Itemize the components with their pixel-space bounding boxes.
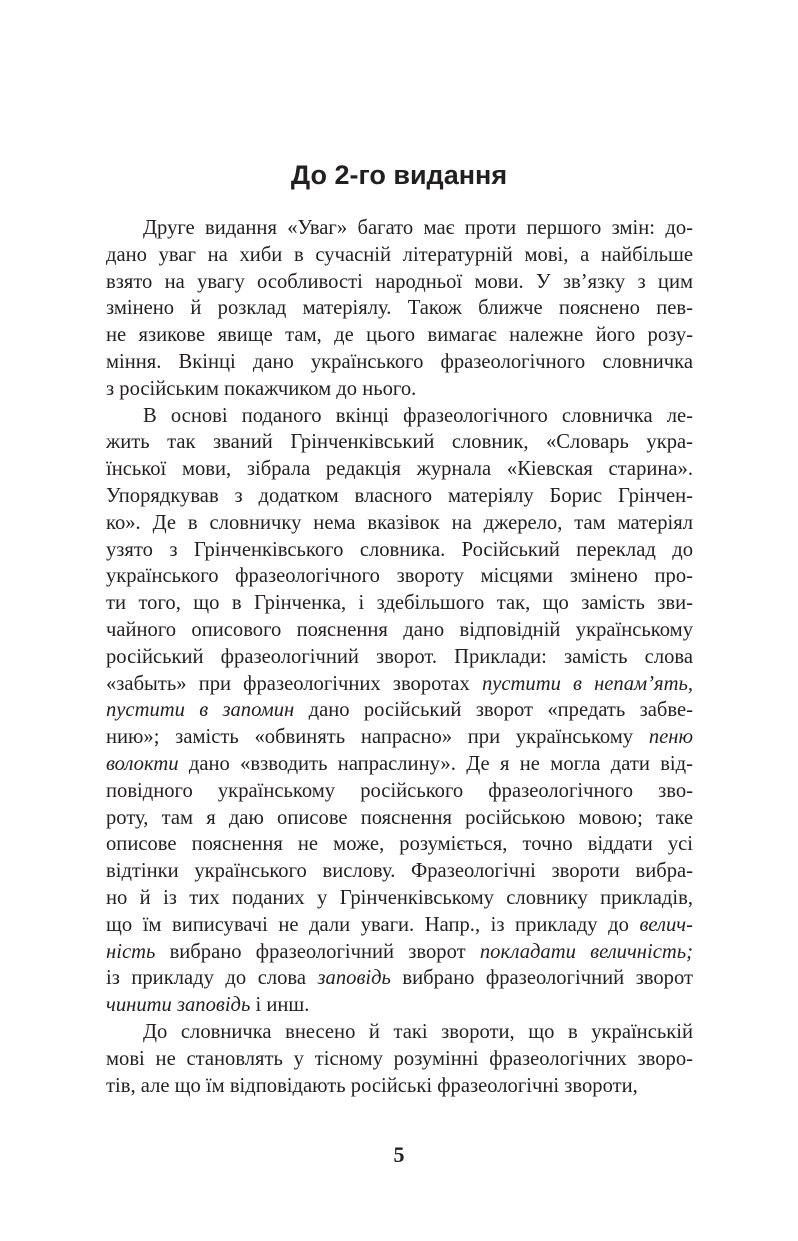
text-line bbox=[106, 295, 693, 322]
text-line bbox=[106, 939, 693, 966]
text-segment: вибрано фразеологічний зворот bbox=[390, 967, 693, 990]
text-line bbox=[106, 965, 693, 992]
text-line bbox=[106, 563, 693, 590]
chapter-title: До 2-го видання bbox=[290, 160, 508, 190]
italic-phrase: ність bbox=[106, 940, 156, 963]
text-segment: міння. Вкінці дано українського фразеологічного словничка bbox=[106, 350, 693, 373]
italic-phrase: пустити в непам’ять, bbox=[481, 672, 693, 695]
text-segment: До словничка внесено й такі звороти, що в українській bbox=[143, 1020, 693, 1043]
text-segment: мові не становлять у тісному розумінні фразеологічних зворо- bbox=[106, 1047, 693, 1070]
text-segment: взято на увагу особливості народньої мови. У зв’язку з цим bbox=[106, 270, 693, 293]
text-line bbox=[106, 885, 693, 912]
text-line bbox=[106, 376, 693, 403]
text-line bbox=[106, 403, 693, 430]
text-line bbox=[106, 215, 693, 242]
text-line bbox=[106, 1073, 693, 1100]
text-line bbox=[106, 456, 693, 483]
text-line bbox=[106, 510, 693, 537]
text-line bbox=[106, 349, 693, 376]
text-segment: ти того, що в Грінченка, і здебільшого так, що замість зви- bbox=[106, 592, 693, 615]
italic-phrase: чинити заповідь bbox=[106, 994, 251, 1017]
text-segment: і инш. bbox=[250, 994, 310, 1017]
text-segment: нию»; замість «обвинять напрасно» при українському bbox=[106, 726, 649, 749]
text-line bbox=[106, 429, 693, 456]
text-line bbox=[106, 590, 693, 617]
text-line bbox=[106, 242, 693, 269]
text-line bbox=[106, 724, 693, 751]
text-segment: вибрано фразеологічний зворот bbox=[155, 940, 480, 963]
text-segment: жить так званий Грінченківський словник, «Словарь укра- bbox=[106, 431, 693, 454]
text-segment: Друге видання «Уваг» багато має проти першого змін: до- bbox=[143, 217, 693, 239]
text-segment: російський фразеологічний зворот. Приклади: замість слова bbox=[106, 645, 693, 668]
text-line bbox=[106, 671, 693, 698]
text-line bbox=[106, 617, 693, 644]
paragraph bbox=[106, 1019, 693, 1099]
text-segment: не язикове явище там, де цього вимагає належне його розу- bbox=[106, 324, 693, 347]
text-line bbox=[106, 858, 693, 885]
text-segment: дано російський зворот «предать забве- bbox=[294, 699, 693, 722]
text-line bbox=[106, 483, 693, 510]
text-segment: «забыть» при фразеологічних зворотах bbox=[106, 672, 482, 695]
text-segment: роту, там я даю описове пояснення російською мовою; таке bbox=[106, 806, 693, 829]
text-segment: що їм виписувачі не дали уваги. Напр., із прикладу до bbox=[106, 913, 640, 936]
text-segment: українського фразеологічного звороту місцями змінено про- bbox=[106, 565, 693, 588]
text-segment: повідного українському російського фразеологічного зво- bbox=[106, 779, 693, 802]
text-line bbox=[106, 537, 693, 564]
text-segment: чайного описового пояснення дано відповідній українському bbox=[106, 618, 693, 641]
text-segment: но й із тих поданих у Грінченківському словнику прикладів, bbox=[106, 886, 693, 909]
text-line bbox=[106, 751, 693, 778]
paragraph bbox=[106, 403, 693, 1019]
text-line bbox=[106, 1046, 693, 1073]
paragraph bbox=[106, 215, 693, 403]
text-line bbox=[106, 697, 693, 724]
italic-phrase: заповідь bbox=[317, 967, 391, 990]
text-segment: відтінки українського вислову. Фразеологічні звороти вибра- bbox=[106, 860, 693, 883]
text-segment: з російським покажчиком до нього. bbox=[106, 377, 417, 400]
text-segment: змінено й розклад матеріялу. Також ближче пояснено пев- bbox=[106, 297, 693, 320]
text-line bbox=[106, 912, 693, 939]
italic-phrase: пустити в запомин bbox=[106, 699, 295, 722]
text-line bbox=[106, 1019, 693, 1046]
italic-phrase: волокти bbox=[106, 752, 179, 775]
text-segment: із прикладу до слова bbox=[106, 967, 318, 990]
text-segment: узято з Грінченківського словника. Російський переклад до bbox=[106, 538, 693, 561]
text-line bbox=[106, 778, 693, 805]
italic-phrase: велич- bbox=[639, 913, 693, 936]
text-line bbox=[106, 992, 693, 1019]
italic-phrase: покладати величність; bbox=[479, 940, 693, 963]
text-segment: ко». Де в словничку нема вказівок на джерело, там матеріял bbox=[106, 511, 693, 534]
italic-phrase: пеню bbox=[648, 726, 693, 749]
text-segment: їнської мови, зібрала редакція журнала «Кіевская старина». bbox=[106, 458, 693, 481]
text-segment: Упорядкував з додатком власного матеріялу Борис Грінчен- bbox=[106, 484, 693, 507]
text-line bbox=[106, 322, 693, 349]
text-segment: дано уваг на хиби в сучасній літературній мові, а найбільше bbox=[106, 243, 693, 266]
text-line bbox=[106, 805, 693, 832]
text-segment: описове пояснення не може, розуміється, точно віддати усі bbox=[106, 833, 693, 856]
text-line bbox=[106, 831, 693, 858]
text-line bbox=[106, 644, 693, 671]
text-line bbox=[106, 269, 693, 296]
page-number: 5 bbox=[393, 1142, 405, 1167]
text-segment: В основі поданого вкінці фразеологічного словничка ле- bbox=[143, 404, 693, 427]
text-segment: дано «взводить напраслину». Де я не могла дати від- bbox=[178, 752, 693, 775]
text-segment: тів, але що їм відповідають російські фразеологічні звороти, bbox=[106, 1074, 638, 1097]
body-text bbox=[106, 215, 693, 1099]
